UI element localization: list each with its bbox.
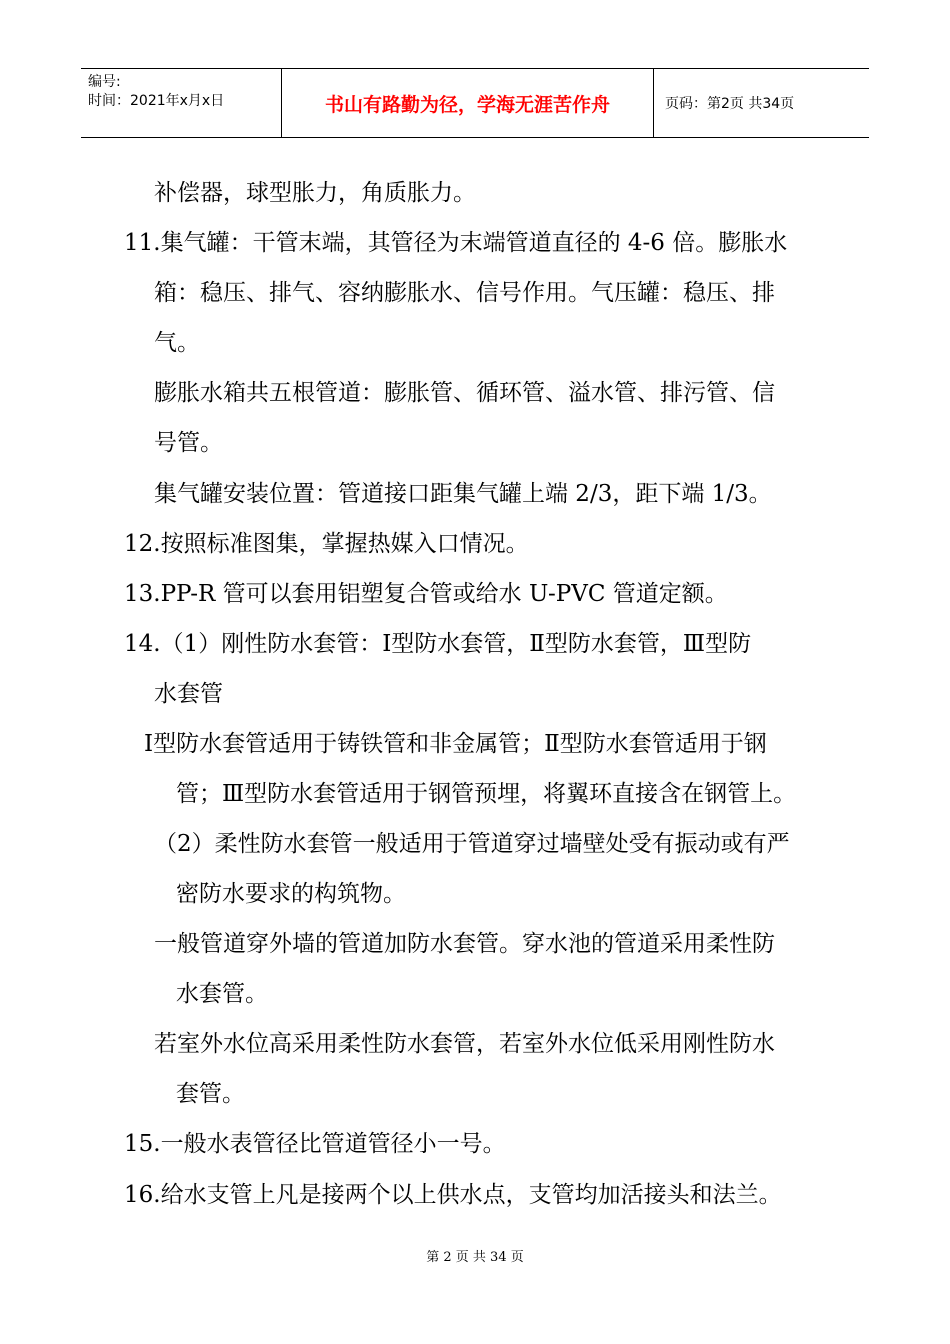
body-line: （2）柔性防水套管一般适用于管道穿过墙壁处受有振动或有严 [154, 831, 790, 857]
page-info: 页码：第2页 共34页 [665, 96, 795, 112]
body-line: 套管。 [176, 1081, 245, 1107]
page-footer [0, 1246, 950, 1265]
time-label: 时间：2021年x月x日 [88, 93, 225, 109]
footer-page-number: 第 2 页 共 34 页 [426, 1250, 524, 1265]
body-line: 号管。 [154, 430, 223, 456]
body-line: 密防水要求的构筑物。 [176, 881, 406, 907]
body-line: 水套管 [154, 681, 223, 707]
body-line: 16.给水支管上凡是接两个以上供水点，支管均加活接头和法兰。 [124, 1182, 782, 1208]
body-line: 气。 [154, 330, 200, 356]
body-line: 12.按照标准图集，掌握热媒入口情况。 [124, 531, 529, 557]
body-line: 一般管道穿外墙的管道加防水套管。穿水池的管道采用柔性防 [154, 931, 775, 957]
body-line: 若室外水位高采用柔性防水套管，若室外水位低采用刚性防水 [154, 1031, 775, 1057]
body-line: 集气罐安装位置：管道接口距集气罐上端 2/3，距下端 1/3。 [154, 481, 772, 507]
motto-text: 书山有路勤为径，学海无涯苦作舟 [324, 93, 610, 116]
body-line: 11.集气罐：干管末端，其管径为末端管道直径的 4-6 倍。膨胀水 [124, 230, 788, 256]
body-line: 14.（1）刚性防水套管：Ⅰ型防水套管，Ⅱ型防水套管，Ⅲ型防 [124, 631, 752, 657]
body-line: Ⅰ型防水套管适用于铸铁管和非金属管；Ⅱ型防水套管适用于钢 [144, 731, 767, 757]
body-line: 管；Ⅲ型防水套管适用于钢管预埋，将翼环直接含在钢管上。 [176, 781, 797, 807]
header-page-cell [654, 69, 869, 137]
body-line: 13.PP-R 管可以套用铝塑复合管或给水 U-PVC 管道定额。 [124, 581, 728, 607]
body-line: 15.一般水表管径比管道管径小一号。 [124, 1131, 506, 1157]
body-line: 补偿器，球型胀力，角质胀力。 [154, 180, 476, 206]
page-header [81, 68, 869, 138]
body-line: 箱：稳压、排气、容纳膨胀水、信号作用。气压罐：稳压、排 [154, 280, 775, 306]
number-label: 编号: [88, 74, 121, 90]
header-left-cell [81, 69, 282, 137]
body-line: 水套管。 [176, 981, 268, 1007]
header-motto-cell [282, 69, 654, 137]
body-line: 膨胀水箱共五根管道：膨胀管、循环管、溢水管、排污管、信 [154, 380, 775, 406]
